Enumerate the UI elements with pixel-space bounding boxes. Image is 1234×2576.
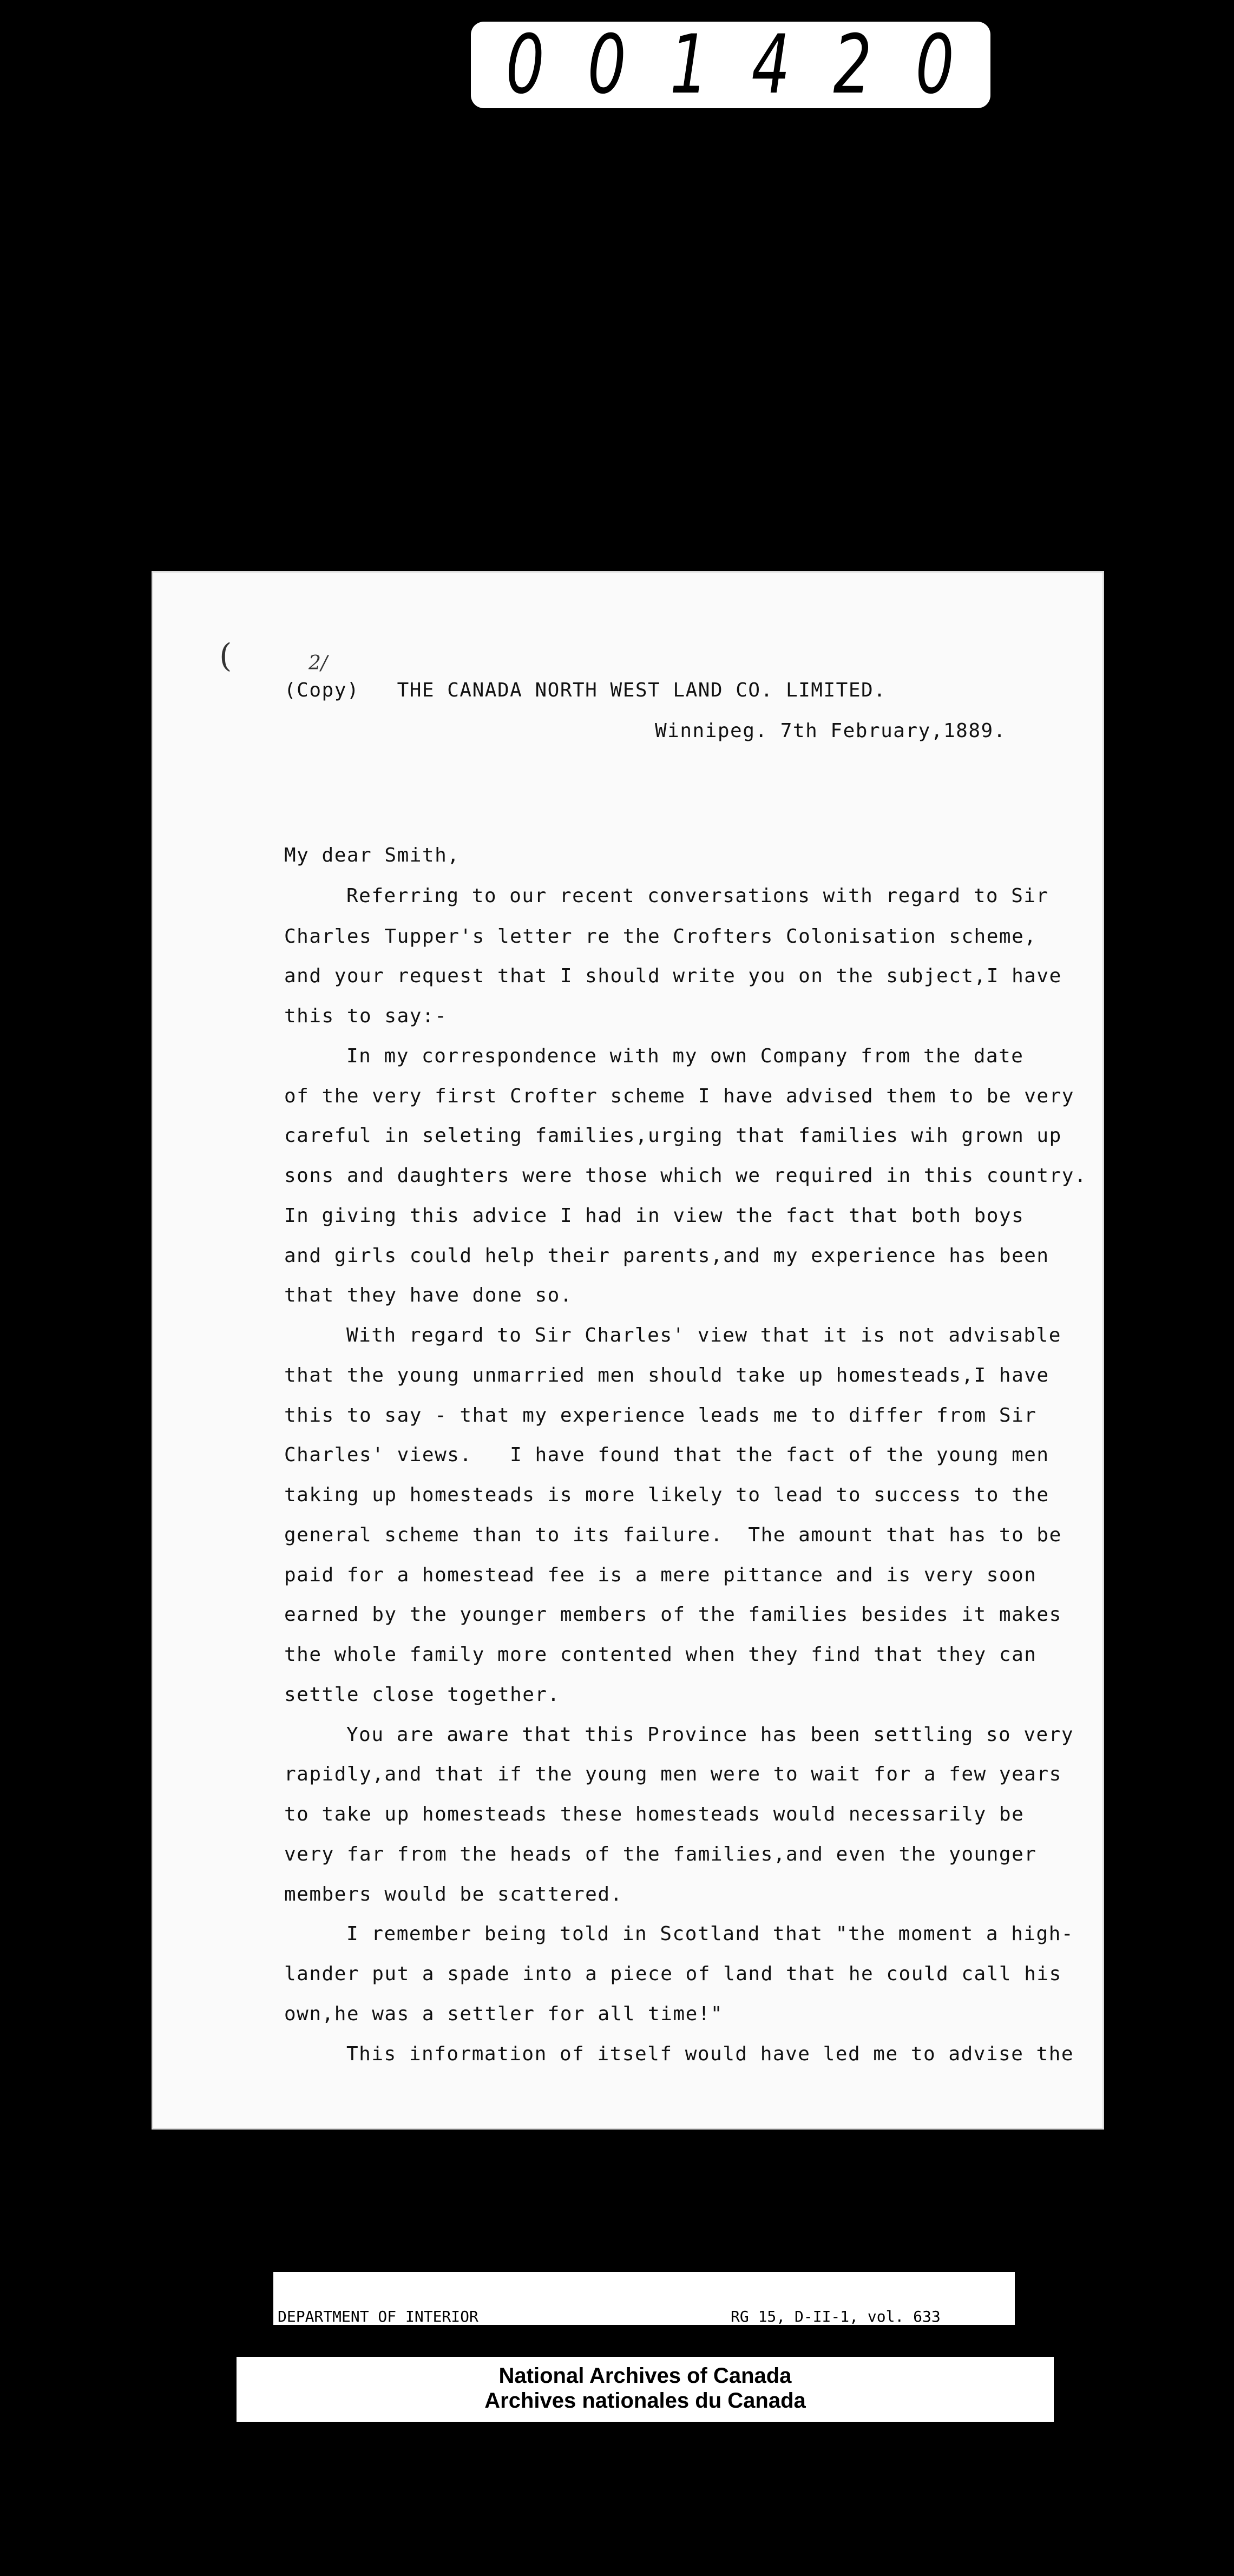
archives-credit [237, 2357, 1054, 2422]
handwritten-annotation: 2/ [308, 652, 328, 674]
letter-line: the whole family more contented when they find that they can [284, 1644, 1037, 1666]
frame-digit: 0 [915, 18, 956, 112]
letter-line: Referring to our recent conversations with regard to Sir [346, 885, 1049, 907]
letter-line: this to say:- [284, 1005, 448, 1027]
letter-line: that they have done so. [284, 1284, 573, 1306]
letter-line: of the very first Crofter scheme I have advised them to be very [284, 1085, 1074, 1107]
letter-line: sons and daughters were those which we required in this country. [284, 1165, 1087, 1187]
letter-salutation: My dear Smith, [284, 844, 460, 866]
letter-line: settle close together. [284, 1684, 560, 1706]
frame-digit: 1 [669, 18, 710, 112]
letter-line: With regard to Sir Charles' view that it is not advisable [346, 1324, 1061, 1346]
letter-line: general scheme than to its failure. The amount that has to be [284, 1524, 1062, 1546]
letter-line: paid for a homestead fee is a mere pittance and is very soon [284, 1564, 1037, 1586]
letter-line: In giving this advice I had in view the fact that both boys [284, 1205, 1025, 1227]
letter-line: members would be scattered. [284, 1883, 623, 1905]
letter-line: careful in seleting families,urging that families wih grown up [284, 1125, 1062, 1147]
letter-line: very far from the heads of the families,and even the younger [284, 1843, 1037, 1865]
letter-line: Charles' views. I have found that the fact of the young men [284, 1444, 1049, 1466]
archives-name-fr: Archives nationales du Canada [484, 2389, 806, 2413]
letter-line: to take up homesteads these homesteads would necessarily be [284, 1803, 1025, 1825]
letter-line: In my correspondence with my own Company from the date [346, 1045, 1024, 1067]
letter-line: lander put a spade into a piece of land that he could call his [284, 1963, 1062, 1985]
department-name-en: DEPARTMENT OF INTERIOR [278, 2308, 478, 2325]
letter-line: This information of itself would have led me to advise the [346, 2043, 1074, 2065]
record-group-reference: RG 15, D-II-1, vol. 633 [731, 2308, 941, 2325]
letter-line: taking up homesteads is more likely to lead to success to the [284, 1484, 1049, 1506]
archives-name-en: National Archives of Canada [498, 2364, 792, 2388]
frame-digit: 0 [587, 18, 628, 112]
letter-heading: (Copy) THE CANADA NORTH WEST LAND CO. LIMITED. [284, 679, 887, 701]
letter-line: Charles Tupper's letter re the Crofters Colonisation scheme, [284, 925, 1037, 948]
letter-line: and your request that I should write you on the subject,I have [284, 965, 1062, 987]
letter-line: and girls could help their parents,and my experience has been [284, 1245, 1049, 1267]
letter-page [152, 571, 1104, 2130]
letter-line: that the young unmarried men should take up homesteads,I have [284, 1364, 1049, 1386]
letter-line: You are aware that this Province has been settling so very [346, 1724, 1074, 1746]
margin-mark: ( [219, 637, 232, 675]
letter-line: rapidly,and that if the young men were to wait for a few years [284, 1763, 1062, 1785]
letter-line: this to say - that my experience leads me to differ from Sir [284, 1404, 1037, 1427]
department-footer [273, 2272, 1015, 2325]
letter-line: earned by the younger members of the families besides it makes [284, 1604, 1062, 1626]
frame-digit: 2 [833, 18, 874, 112]
letter-dateline: Winnipeg. 7th February,1889. [655, 720, 1006, 742]
frame-number-label [471, 18, 990, 112]
frame-digit: 4 [751, 18, 792, 112]
letter-line: own,he was a settler for all time!" [284, 2003, 724, 2025]
frame-digit: 0 [506, 18, 546, 112]
letter-line: I remember being told in Scotland that "the moment a high- [346, 1923, 1074, 1945]
